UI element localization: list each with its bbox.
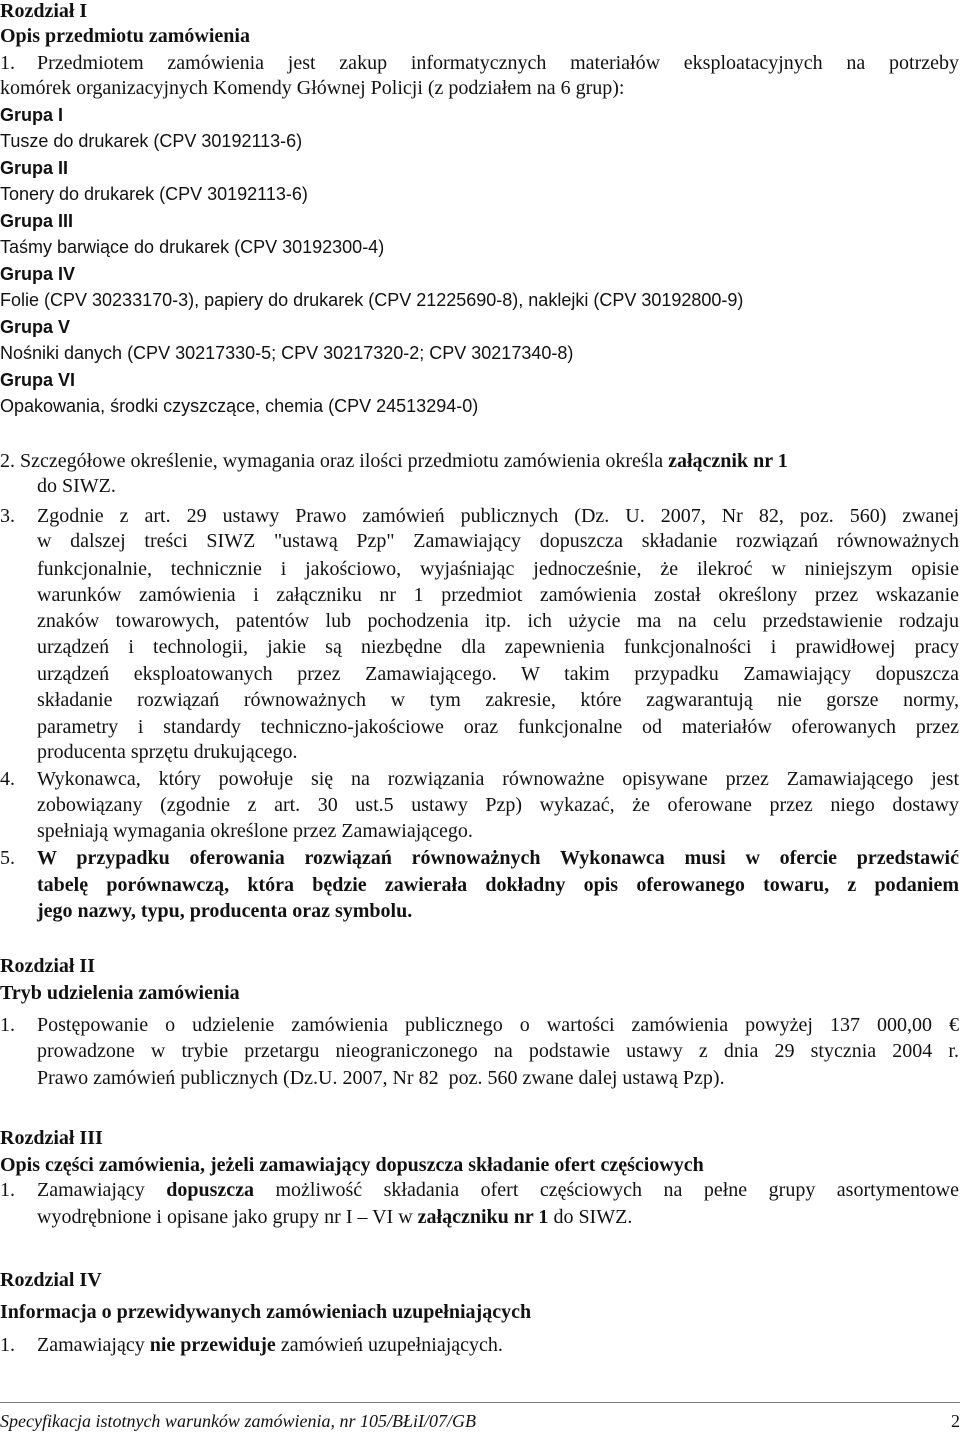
item-number: 1. xyxy=(0,1179,15,1201)
item-text-line: funkcjonalnie, technicznie i jakościowo, wyjaśniając jednocześnie, że ilekroć w niniejszym opisie xyxy=(37,558,959,580)
item-text-line xyxy=(37,1205,632,1230)
item-text-line: Postępowanie o udzielenie zamówienia publicznego o wartości zamówienia powyżej 137 000,00 € xyxy=(37,1014,959,1036)
item-text-line: spełniają wymagania określone przez Zamawiającego. xyxy=(37,820,473,842)
chapter-4-heading: Rozdzial IV xyxy=(0,1269,102,1291)
group-6-desc: Opakowania, środki czyszczące, chemia (CPV 24513294-0) xyxy=(0,396,479,416)
page-number: 2 xyxy=(951,1411,960,1431)
footer-divider xyxy=(0,1402,960,1403)
item-text-line xyxy=(37,1178,959,1203)
footer-document-title: Specyfikacja istotnych warunków zamówienia, nr 105/BŁiI/07/GB xyxy=(0,1411,476,1431)
chapter-3-heading: Rozdział III xyxy=(0,1127,103,1149)
item-text-line: urządzeń i technologii, jakie są niezbędne dla zapewnienia funkcjonalności i prawidłowej pracy xyxy=(37,636,959,658)
item-text: wyodrębnione i opisane jako grupy nr I – VI w xyxy=(37,1206,418,1228)
group-2-desc: Tonery do drukarek (CPV 30192113-6) xyxy=(0,184,308,204)
group-3-desc: Taśmy barwiące do drukarek (CPV 30192300-4) xyxy=(0,237,385,257)
attachment-reference: załączniku nr 1 xyxy=(417,1206,549,1228)
chapter-2-title: Tryb udzielenia zamówienia xyxy=(0,982,240,1004)
group-1-desc: Tusze do drukarek (CPV 30192113-6) xyxy=(0,131,303,151)
item-text: 2. Szczegółowe określenie, wymagania oraz ilości przedmiotu zamówienia określa xyxy=(0,450,669,472)
attachment-reference: załącznik nr 1 xyxy=(668,450,788,472)
item-text-line: Zgodnie z art. 29 ustawy Prawo zamówień publicznych (Dz. U. 2007, Nr 82, poz. 560) zwanej xyxy=(37,505,959,527)
item-text-line: w dalszej treści SIWZ "ustawą Pzp" Zamawiający dopuszcza składanie rozwiązań równoważnych xyxy=(37,530,959,552)
page-footer xyxy=(0,1411,960,1431)
chapter-1-heading: Rozdział I xyxy=(0,0,88,22)
item-number: 4. xyxy=(0,768,15,790)
chapter-4-title: Informacja o przewidywanych zamówieniach uzupełniających xyxy=(0,1301,532,1323)
item-text-line: prowadzone w trybie przetargu nieograniczonego na podstawie ustawy z dnia 29 stycznia 2004 r. xyxy=(37,1040,959,1062)
item-number: 5. xyxy=(0,847,15,869)
emphasis: dopuszcza xyxy=(166,1179,254,1201)
item-text-line: tabelę porównawczą, która będzie zawierała dokładny opis oferowanego towaru, z podaniem xyxy=(37,874,959,896)
item-text: Zamawiający xyxy=(37,1334,150,1356)
item-text-line: parametry i standardy techniczno-jakościowe oraz funkcjonalne od materiałów oferowanych przez xyxy=(37,716,959,738)
item-text-line: zobowiązany (zgodnie z art. 30 ust.5 ustawy Pzp) wykazać, że oferowane przez niego dostawy xyxy=(37,794,959,816)
item-text-line: urządzeń eksploatowanych przez Zamawiającego. W takim przypadku Zamawiający dopuszcza xyxy=(37,663,959,685)
group-4-title: Grupa IV xyxy=(0,264,76,284)
group-5-desc: Nośniki danych (CPV 30217330-5; CPV 30217320-2; CPV 30217340-8) xyxy=(0,343,574,363)
item-text-line: znaków towarowych, patentów lub pochodzenia itp. ich użycie ma na celu przedstawienie rodzaju xyxy=(37,610,959,632)
item-text-line: producenta sprzętu drukującego. xyxy=(37,741,298,763)
item-text-line: składanie rozwiązań równoważnych w tym zakresie, które zagwarantują nie gorsze normy, xyxy=(37,689,959,711)
item-text: możliwość składania ofert częściowych na pełne grupy asortymentowe xyxy=(254,1179,959,1201)
group-5-title: Grupa V xyxy=(0,317,71,337)
item-text-line: W przypadku oferowania rozwiązań równoważnych Wykonawca musi w ofercie przedstawić xyxy=(37,847,959,869)
item-text-line: Prawo zamówień publicznych (Dz.U. 2007, Nr 82 poz. 560 zwane dalej ustawą Pzp). xyxy=(37,1067,725,1089)
group-6-title: Grupa VI xyxy=(0,370,76,390)
item-text: zamówień uzupełniających. xyxy=(275,1334,503,1356)
item-text: do SIWZ. xyxy=(548,1206,633,1228)
item-text-line xyxy=(37,1333,503,1358)
group-1-title: Grupa I xyxy=(0,105,64,125)
group-4-desc: Folie (CPV 30233170-3), papiery do drukarek (CPV 21225690-8), naklejki (CPV 30192800-9) xyxy=(0,290,744,310)
item-text-line: Wykonawca, który powołuje się na rozwiązania równoważne opisywane przez Zamawiającego jest xyxy=(37,768,959,790)
item-number: 1. xyxy=(0,1334,15,1356)
item-number: 1. xyxy=(0,1014,15,1036)
item-text-line: Przedmiotem zamówienia jest zakup informatycznych materiałów eksploatacyjnych na potrzeby xyxy=(37,52,959,74)
item-number: 1. xyxy=(0,52,15,74)
item-text-line: komórek organizacyjnych Komendy Głównej Policji (z podziałem na 6 grup): xyxy=(0,77,625,99)
item-text-line: warunków zamówienia i załączniku nr 1 przedmiot zamówienia został określony przez wskazanie xyxy=(37,584,959,606)
emphasis: nie przewiduje xyxy=(149,1334,276,1356)
item-text-line: jego nazwy, typu, producenta oraz symbolu. xyxy=(37,900,413,922)
group-2-title: Grupa II xyxy=(0,158,69,178)
item-text-line: do SIWZ. xyxy=(37,475,116,497)
item-text: Zamawiający xyxy=(37,1179,167,1201)
item-text-line xyxy=(0,449,788,474)
chapter-3-title: Opis części zamówienia, jeżeli zamawiający dopuszcza składanie ofert częściowych xyxy=(0,1154,704,1176)
chapter-2-heading: Rozdział II xyxy=(0,955,95,977)
chapter-1-title: Opis przedmiotu zamówienia xyxy=(0,25,250,47)
item-number: 3. xyxy=(0,505,15,527)
group-3-title: Grupa III xyxy=(0,211,74,231)
